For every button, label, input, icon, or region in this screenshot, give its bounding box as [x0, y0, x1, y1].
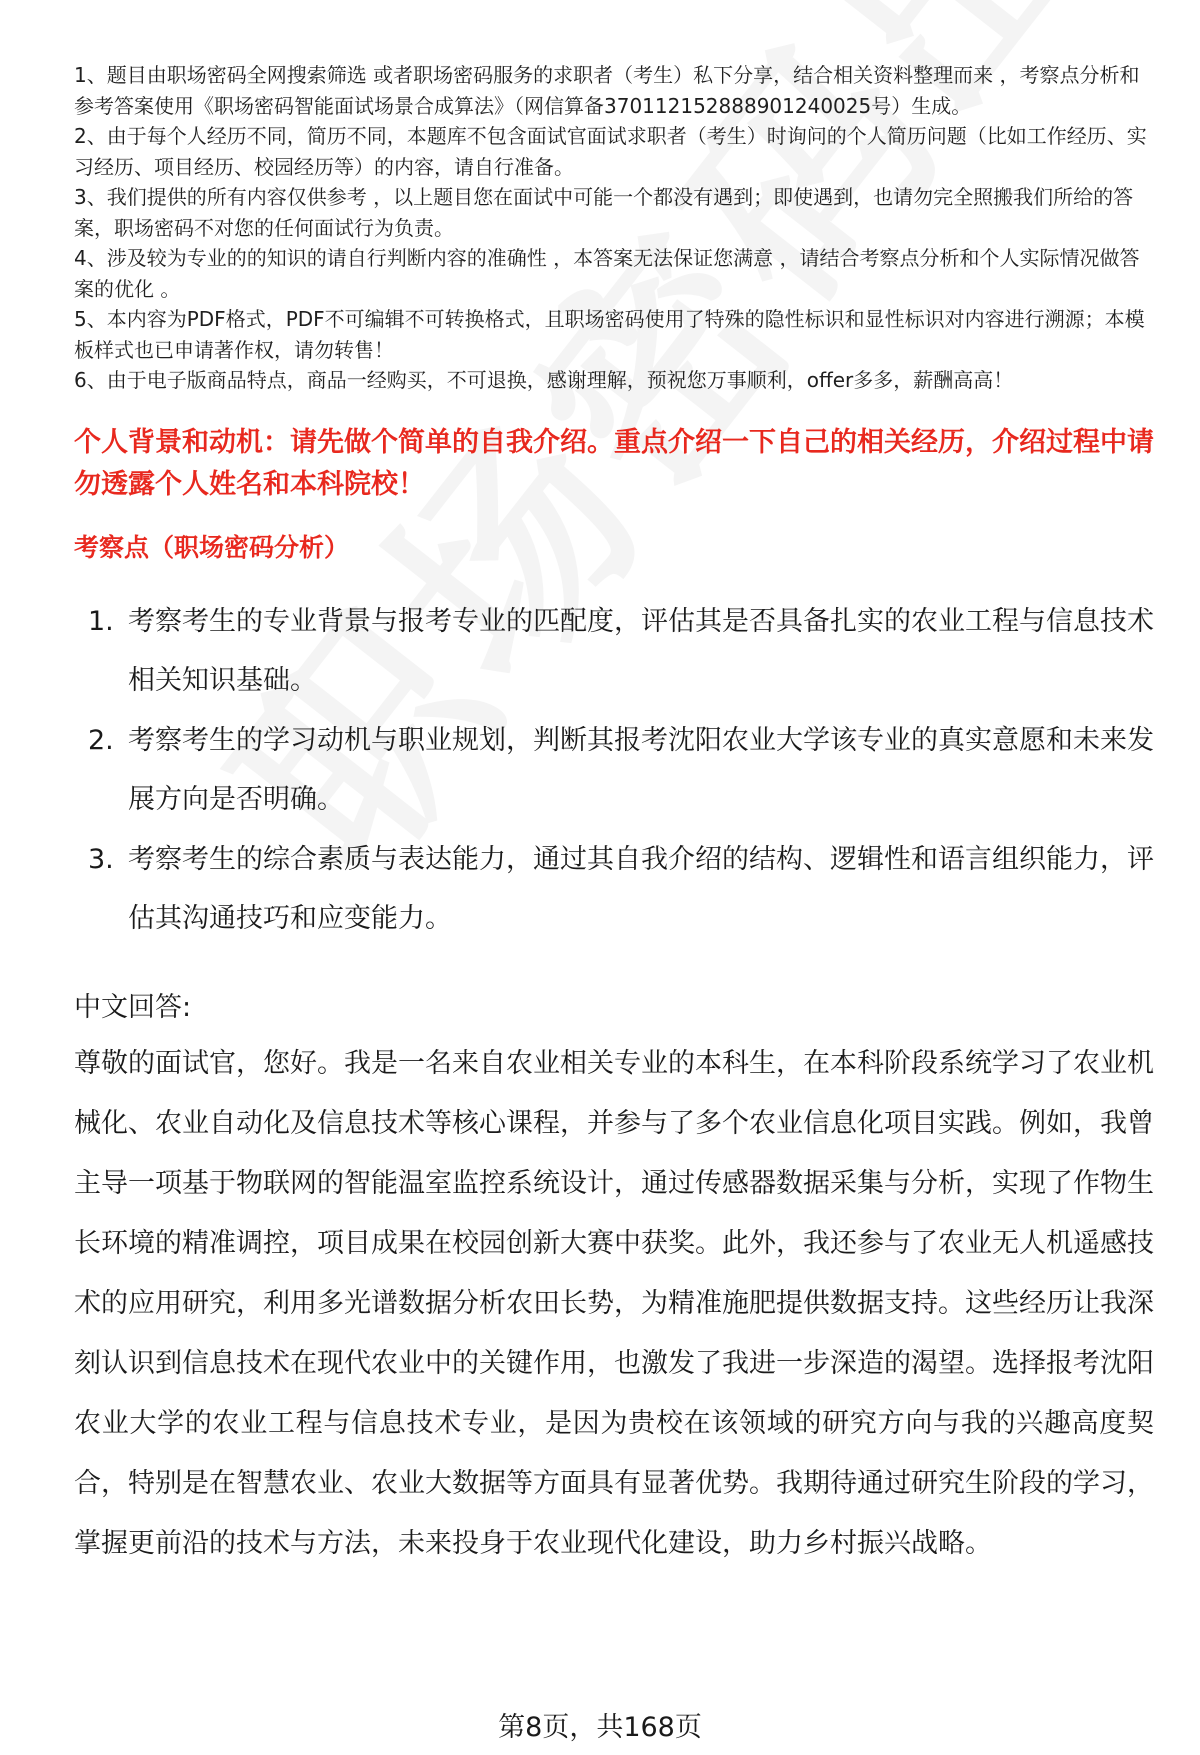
answer-text: 尊敬的面试官，您好。我是一名来自农业相关专业的本科生，在本科阶段系统学习了农业机械化、农业自动化及信息技术等核心课程，并参与了多个农业信息化项目实践。例如，我曾主导一项基于物联网的智能温室监控系统设计，通过传感器数据采集与分析，实现了作物生长环境的精准调控，项目成果在校园创新大赛中获奖。此外，我还参与了农业无人机遥感技术的应用研究，利用多光谱数据分析农田长势，为精准施肥提供数据支持。这些经历让我深刻认识到信息技术在现代农业中的关键作用，也激发了我进一步深造的渴望。选择报考沈阳农业大学的农业工程与信息技术专业，是因为贵校在该领域的研究方向与我的兴趣高度契合，特别是在智慧农业、农业大数据等方面具有显著优势。我期待通过研究生阶段的学习，掌握更前沿的技术与方法，未来投身于农业现代化建设，助力乡村振兴战略。 [74, 1047, 1154, 1559]
disclaimer-item: 3、我们提供的所有内容仅供参考 ，以上题目您在面试中可能一个都没有遇到；即使遇到，也请勿完全照搬我们所给的答案，职场密码不对您的任何面试行为负责。 [74, 185, 1134, 240]
analysis-point [74, 830, 1154, 948]
analysis-point [74, 711, 1154, 829]
disclaimer-list [74, 60, 1154, 396]
page-number: 第8页，共168页 [498, 1712, 702, 1743]
point-text: 考察考生的专业背景与报考专业的匹配度，评估其是否具备扎实的农业工程与信息技术相关知识基础。 [128, 605, 1154, 696]
point-text: 考察考生的学习动机与职业规划，判断其报考沈阳农业大学该专业的真实意愿和未来发展方向是否明确。 [128, 724, 1154, 815]
answer-label: 中文回答: [74, 991, 192, 1023]
interview-question: 个人背景和动机：请先做个简单的自我介绍。重点介绍一下自己的相关经历，介绍过程中请勿透露个人姓名和本科院校！ [74, 426, 1154, 500]
page-content [74, 60, 1154, 1574]
point-number: 3. [88, 843, 114, 875]
disclaimer-item: 5、本内容为PDF格式，PDF不可编辑不可转换格式，且职场密码使用了特殊的隐性标识和显性标识对内容进行溯源；本模板样式也已申请著作权，请勿转售！ [74, 307, 1145, 362]
analysis-point [74, 592, 1154, 710]
analysis-heading: 考察点（职场密码分析） [74, 532, 350, 562]
disclaimer-item: 2、由于每个人经历不同，简历不同，本题库不包含面试官面试求职者（考生）时询问的个人简历问题（比如工作经历、实习经历、项目经历、校园经历等）的内容，请自行准备。 [74, 124, 1147, 179]
disclaimer-item: 4、涉及较为专业的的知识的请自行判断内容的准确性 ，本答案无法保证您满意 ，请结合考察点分析和个人实际情况做答案的优化 。 [74, 246, 1140, 301]
point-number: 2. [88, 724, 114, 756]
disclaimer-item: 1、题目由职场密码全网搜索筛选 或者职场密码服务的求职者（考生）私下分享，结合相关资料整理而来 ，考察点分析和参考答案使用《职场密码智能面试场景合成算法》（网信算备370112152888901240025号）生成。 [74, 63, 1140, 118]
analysis-points [74, 592, 1154, 948]
point-number: 1. [88, 605, 114, 637]
point-text: 考察考生的综合素质与表达能力，通过其自我介绍的结构、逻辑性和语言组织能力，评估其沟通技巧和应变能力。 [128, 843, 1154, 934]
disclaimer-item: 6、由于电子版商品特点，商品一经购买，不可退换，感谢理解，预祝您万事顺利，offer多多，薪酬高高！ [74, 368, 1014, 392]
